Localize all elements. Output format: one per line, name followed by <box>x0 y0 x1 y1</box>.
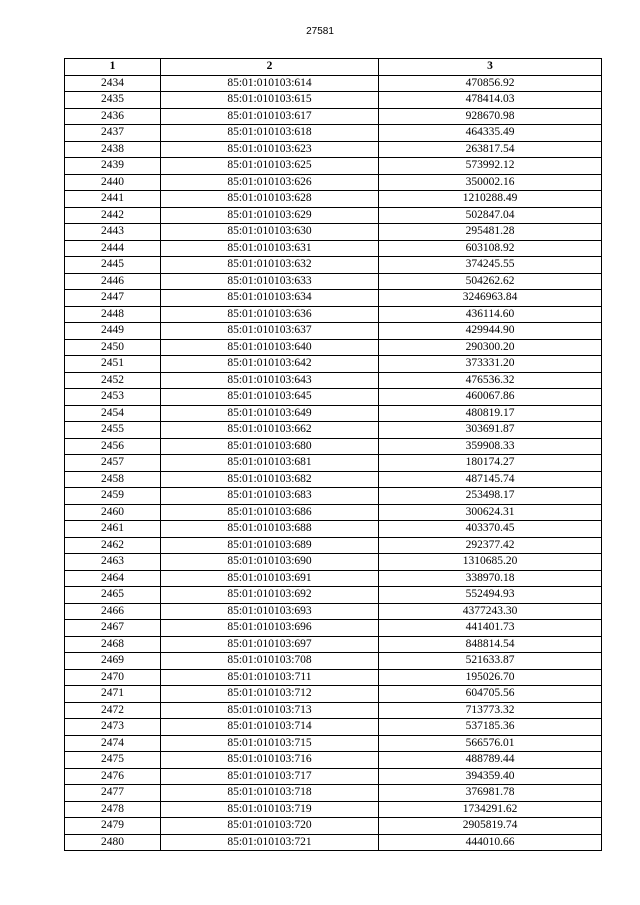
cadastral-number-cell: 85:01:010103:615 <box>161 92 379 109</box>
table-row <box>65 537 602 554</box>
table-row <box>65 108 602 125</box>
table-row <box>65 587 602 604</box>
table-row <box>65 125 602 142</box>
cadastral-number-cell: 85:01:010103:711 <box>161 669 379 686</box>
value-cell: 603108.92 <box>379 240 602 257</box>
value-cell: 436114.60 <box>379 306 602 323</box>
value-cell: 487145.74 <box>379 471 602 488</box>
value-cell: 300624.31 <box>379 504 602 521</box>
value-cell: 4377243.30 <box>379 603 602 620</box>
row-number-cell: 2455 <box>65 422 161 439</box>
table-row <box>65 554 602 571</box>
table-header <box>65 59 602 76</box>
table-row <box>65 422 602 439</box>
cadastral-number-cell: 85:01:010103:693 <box>161 603 379 620</box>
table-row <box>65 405 602 422</box>
column-header-1: 1 <box>65 59 161 76</box>
cadastral-number-cell: 85:01:010103:696 <box>161 620 379 637</box>
cadastral-number-cell: 85:01:010103:631 <box>161 240 379 257</box>
value-cell: 441401.73 <box>379 620 602 637</box>
value-cell: 713773.32 <box>379 702 602 719</box>
value-cell: 552494.93 <box>379 587 602 604</box>
cadastral-number-cell: 85:01:010103:712 <box>161 686 379 703</box>
value-cell: 350002.16 <box>379 174 602 191</box>
table-row <box>65 752 602 769</box>
value-cell: 2905819.74 <box>379 818 602 835</box>
value-cell: 521633.87 <box>379 653 602 670</box>
value-cell: 502847.04 <box>379 207 602 224</box>
cadastral-number-cell: 85:01:010103:630 <box>161 224 379 241</box>
value-cell: 488789.44 <box>379 752 602 769</box>
row-number-cell: 2480 <box>65 834 161 851</box>
cadastral-number-cell: 85:01:010103:681 <box>161 455 379 472</box>
row-number-cell: 2475 <box>65 752 161 769</box>
header-row <box>65 59 602 76</box>
table-row <box>65 521 602 538</box>
value-cell: 566576.01 <box>379 735 602 752</box>
cadastral-number-cell: 85:01:010103:642 <box>161 356 379 373</box>
row-number-cell: 2436 <box>65 108 161 125</box>
row-number-cell: 2449 <box>65 323 161 340</box>
value-cell: 444010.66 <box>379 834 602 851</box>
table-row <box>65 834 602 851</box>
table-row <box>65 455 602 472</box>
row-number-cell: 2443 <box>65 224 161 241</box>
cadastral-number-cell: 85:01:010103:636 <box>161 306 379 323</box>
value-cell: 464335.49 <box>379 125 602 142</box>
cadastral-number-cell: 85:01:010103:691 <box>161 570 379 587</box>
value-cell: 374245.55 <box>379 257 602 274</box>
value-cell: 429944.90 <box>379 323 602 340</box>
value-cell: 848814.54 <box>379 636 602 653</box>
row-number-cell: 2452 <box>65 372 161 389</box>
value-cell: 253498.17 <box>379 488 602 505</box>
value-cell: 394359.40 <box>379 768 602 785</box>
value-cell: 338970.18 <box>379 570 602 587</box>
column-header-2: 2 <box>161 59 379 76</box>
row-number-cell: 2446 <box>65 273 161 290</box>
table-row <box>65 719 602 736</box>
cadastral-number-cell: 85:01:010103:680 <box>161 438 379 455</box>
value-cell: 263817.54 <box>379 141 602 158</box>
row-number-cell: 2477 <box>65 785 161 802</box>
row-number-cell: 2470 <box>65 669 161 686</box>
row-number-cell: 2464 <box>65 570 161 587</box>
value-cell: 195026.70 <box>379 669 602 686</box>
value-cell: 295481.28 <box>379 224 602 241</box>
row-number-cell: 2440 <box>65 174 161 191</box>
row-number-cell: 2459 <box>65 488 161 505</box>
row-number-cell: 2472 <box>65 702 161 719</box>
cadastral-number-cell: 85:01:010103:634 <box>161 290 379 307</box>
cadastral-number-cell: 85:01:010103:623 <box>161 141 379 158</box>
table-row <box>65 504 602 521</box>
cadastral-number-cell: 85:01:010103:625 <box>161 158 379 175</box>
row-number-cell: 2479 <box>65 818 161 835</box>
cadastral-number-cell: 85:01:010103:662 <box>161 422 379 439</box>
cadastral-number-cell: 85:01:010103:716 <box>161 752 379 769</box>
row-number-cell: 2458 <box>65 471 161 488</box>
table-row <box>65 818 602 835</box>
row-number-cell: 2462 <box>65 537 161 554</box>
table-row <box>65 158 602 175</box>
row-number-cell: 2463 <box>65 554 161 571</box>
row-number-cell: 2445 <box>65 257 161 274</box>
table-row <box>65 356 602 373</box>
value-cell: 292377.42 <box>379 537 602 554</box>
table-row <box>65 471 602 488</box>
value-cell: 470856.92 <box>379 75 602 92</box>
value-cell: 180174.27 <box>379 455 602 472</box>
table-row <box>65 240 602 257</box>
page-number: 27581 <box>306 26 334 37</box>
table-row <box>65 735 602 752</box>
value-cell: 373331.20 <box>379 356 602 373</box>
cadastral-number-cell: 85:01:010103:720 <box>161 818 379 835</box>
cadastral-number-cell: 85:01:010103:721 <box>161 834 379 851</box>
cadastral-number-cell: 85:01:010103:697 <box>161 636 379 653</box>
table-row <box>65 372 602 389</box>
table-row <box>65 603 602 620</box>
table-row <box>65 785 602 802</box>
value-cell: 1310685.20 <box>379 554 602 571</box>
table-row <box>65 92 602 109</box>
value-cell: 290300.20 <box>379 339 602 356</box>
cadastral-number-cell: 85:01:010103:628 <box>161 191 379 208</box>
table-row <box>65 636 602 653</box>
table-row <box>65 438 602 455</box>
table-row <box>65 768 602 785</box>
table-row <box>65 570 602 587</box>
row-number-cell: 2444 <box>65 240 161 257</box>
row-number-cell: 2450 <box>65 339 161 356</box>
row-number-cell: 2439 <box>65 158 161 175</box>
row-number-cell: 2466 <box>65 603 161 620</box>
cadastral-number-cell: 85:01:010103:618 <box>161 125 379 142</box>
table-row <box>65 389 602 406</box>
cadastral-number-cell: 85:01:010103:713 <box>161 702 379 719</box>
cadastral-number-cell: 85:01:010103:714 <box>161 719 379 736</box>
cadastral-number-cell: 85:01:010103:617 <box>161 108 379 125</box>
cadastral-number-cell: 85:01:010103:633 <box>161 273 379 290</box>
value-cell: 476536.32 <box>379 372 602 389</box>
data-table <box>64 58 602 851</box>
value-cell: 928670.98 <box>379 108 602 125</box>
table-row <box>65 339 602 356</box>
cadastral-number-cell: 85:01:010103:645 <box>161 389 379 406</box>
row-number-cell: 2473 <box>65 719 161 736</box>
cadastral-number-cell: 85:01:010103:626 <box>161 174 379 191</box>
row-number-cell: 2476 <box>65 768 161 785</box>
row-number-cell: 2437 <box>65 125 161 142</box>
row-number-cell: 2474 <box>65 735 161 752</box>
row-number-cell: 2447 <box>65 290 161 307</box>
cadastral-number-cell: 85:01:010103:683 <box>161 488 379 505</box>
table-row <box>65 207 602 224</box>
row-number-cell: 2453 <box>65 389 161 406</box>
row-number-cell: 2441 <box>65 191 161 208</box>
table-row <box>65 669 602 686</box>
value-cell: 504262.62 <box>379 273 602 290</box>
cadastral-number-cell: 85:01:010103:649 <box>161 405 379 422</box>
table-body <box>65 75 602 851</box>
table-row <box>65 174 602 191</box>
value-cell: 573992.12 <box>379 158 602 175</box>
value-cell: 537185.36 <box>379 719 602 736</box>
value-cell: 403370.45 <box>379 521 602 538</box>
cadastral-number-cell: 85:01:010103:629 <box>161 207 379 224</box>
table-row <box>65 75 602 92</box>
cadastral-number-cell: 85:01:010103:637 <box>161 323 379 340</box>
row-number-cell: 2469 <box>65 653 161 670</box>
row-number-cell: 2435 <box>65 92 161 109</box>
row-number-cell: 2461 <box>65 521 161 538</box>
cadastral-number-cell: 85:01:010103:643 <box>161 372 379 389</box>
row-number-cell: 2457 <box>65 455 161 472</box>
cadastral-number-cell: 85:01:010103:690 <box>161 554 379 571</box>
row-number-cell: 2467 <box>65 620 161 637</box>
cadastral-number-cell: 85:01:010103:614 <box>161 75 379 92</box>
cadastral-number-cell: 85:01:010103:718 <box>161 785 379 802</box>
row-number-cell: 2434 <box>65 75 161 92</box>
cadastral-number-cell: 85:01:010103:682 <box>161 471 379 488</box>
value-cell: 478414.03 <box>379 92 602 109</box>
cadastral-number-cell: 85:01:010103:715 <box>161 735 379 752</box>
row-number-cell: 2478 <box>65 801 161 818</box>
table-row <box>65 620 602 637</box>
table-row <box>65 488 602 505</box>
cadastral-number-cell: 85:01:010103:689 <box>161 537 379 554</box>
row-number-cell: 2442 <box>65 207 161 224</box>
table-row <box>65 290 602 307</box>
table-row <box>65 653 602 670</box>
value-cell: 3246963.84 <box>379 290 602 307</box>
row-number-cell: 2454 <box>65 405 161 422</box>
table-row <box>65 306 602 323</box>
value-cell: 376981.78 <box>379 785 602 802</box>
table-row <box>65 273 602 290</box>
cadastral-number-cell: 85:01:010103:640 <box>161 339 379 356</box>
cadastral-number-cell: 85:01:010103:719 <box>161 801 379 818</box>
row-number-cell: 2465 <box>65 587 161 604</box>
table-row <box>65 686 602 703</box>
cadastral-number-cell: 85:01:010103:717 <box>161 768 379 785</box>
value-cell: 1210288.49 <box>379 191 602 208</box>
column-header-3: 3 <box>379 59 602 76</box>
table-row <box>65 141 602 158</box>
cadastral-number-cell: 85:01:010103:708 <box>161 653 379 670</box>
row-number-cell: 2460 <box>65 504 161 521</box>
value-cell: 359908.33 <box>379 438 602 455</box>
row-number-cell: 2448 <box>65 306 161 323</box>
cadastral-number-cell: 85:01:010103:688 <box>161 521 379 538</box>
row-number-cell: 2456 <box>65 438 161 455</box>
value-cell: 480819.17 <box>379 405 602 422</box>
row-number-cell: 2438 <box>65 141 161 158</box>
cadastral-number-cell: 85:01:010103:686 <box>161 504 379 521</box>
value-cell: 303691.87 <box>379 422 602 439</box>
table-row <box>65 323 602 340</box>
table-row <box>65 191 602 208</box>
value-cell: 460067.86 <box>379 389 602 406</box>
row-number-cell: 2468 <box>65 636 161 653</box>
table-row <box>65 224 602 241</box>
row-number-cell: 2451 <box>65 356 161 373</box>
cadastral-number-cell: 85:01:010103:632 <box>161 257 379 274</box>
table-row <box>65 702 602 719</box>
table-row <box>65 801 602 818</box>
value-cell: 1734291.62 <box>379 801 602 818</box>
value-cell: 604705.56 <box>379 686 602 703</box>
cadastral-number-cell: 85:01:010103:692 <box>161 587 379 604</box>
table-row <box>65 257 602 274</box>
row-number-cell: 2471 <box>65 686 161 703</box>
